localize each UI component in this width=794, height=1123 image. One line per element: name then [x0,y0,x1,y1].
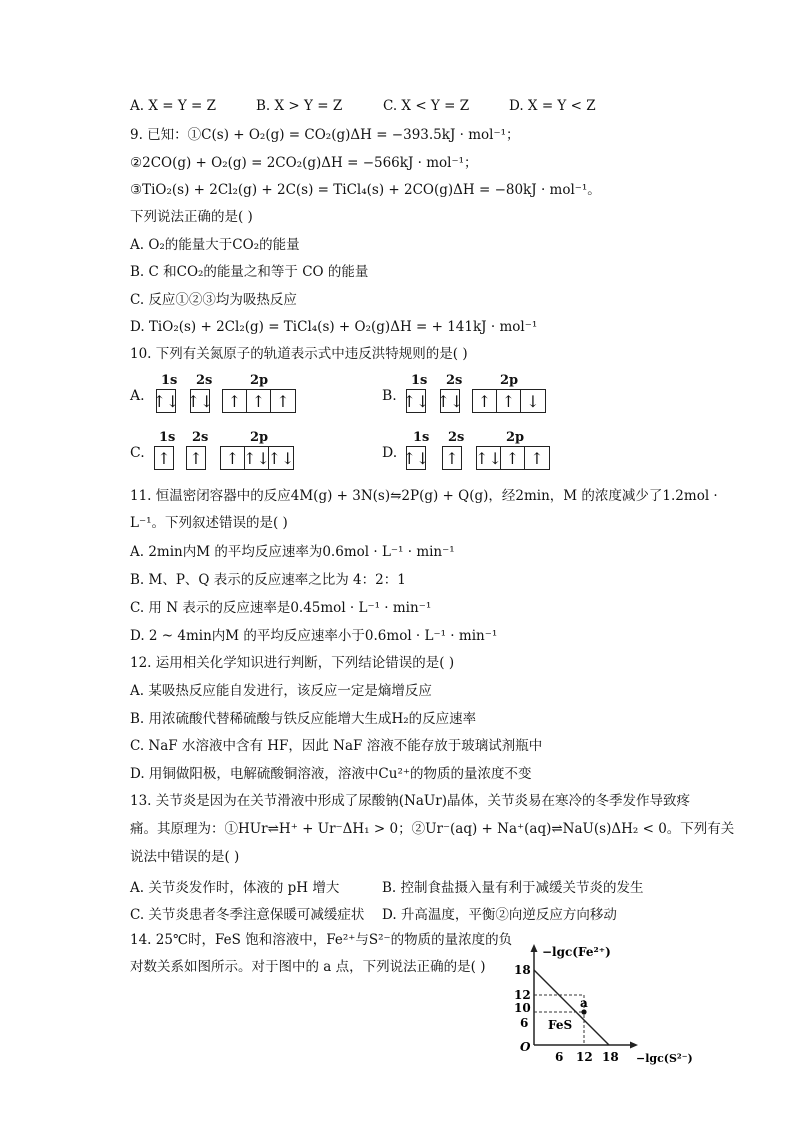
orbital-2p: ↑↓ [267,448,295,468]
orbital-1s: ↑↓ [406,389,426,413]
q13-option-b: B. 控制食盐摄入量有利于减缓关节炎的发生 [382,880,644,896]
orbital-2p: ↑ [221,447,245,469]
orbital-1s: ↑ [154,446,174,470]
q10-diagram-c [152,430,302,478]
q12-option-c: C. NaF 水溶液中含有 HF，因此 NaF 溶液不能存放于玻璃试剂瓶中 [130,738,543,754]
orbital-2p: ↑ [247,390,271,412]
orbital-1s: ↑↓ [156,389,176,413]
orbital-2p-group [472,389,546,413]
label-2p: 2p [506,430,525,445]
label-2s: 2s [196,373,213,388]
q13-option-a: A. 关节炎发作时，体液的 pH 增大 [130,880,340,896]
q13-option-d: D. 升高温度，平衡②向逆反应方向移动 [382,907,617,923]
q10-letter-a: A. [130,388,145,404]
q9-question: 下列说法正确的是( ) [130,209,253,225]
label-2s: 2s [192,430,209,445]
y-tick-12: 12 [514,988,531,1002]
point-a [581,1009,586,1014]
q9-option-b: B. C 和CO₂的能量之和等于 CO 的能量 [130,264,369,280]
q10-diagram-a [154,373,304,421]
y-tick-10: 10 [514,1001,531,1015]
orbital-2s: ↑↓ [190,389,210,413]
q10-stem: 10. 下列有关氮原子的轨道表示式中违反洪特规则的是( ) [130,346,468,362]
q14-stem-2: 对数关系如图所示。对于图中的 a 点，下列说法正确的是( ) [130,959,486,975]
label-1s: 1s [411,373,428,388]
y-tick-6: 6 [520,1016,529,1030]
label-1s: 1s [159,430,176,445]
orbital-2p: ↑↓ [243,448,270,468]
q11-stem-1: 11. 恒温密闭容器中的反应4M(g) + 3N(s)⇋2P(g) + Q(g)，经2min，M 的浓度减少了1.2mol · [130,488,718,504]
q13-stem-1: 13. 关节炎是因为在关节滑液中形成了尿酸钠(NaUr)晶体，关节炎易在寒冷的冬季发作导致疼 [130,793,690,809]
label-2p: 2p [500,373,519,388]
orbital-2s: ↑ [442,446,462,470]
orbital-2p: ↑ [530,448,544,468]
q11-option-d: D. 2 ~ 4min内M 的平均反应速率小于0.6mol · L⁻¹ · min⁻¹ [130,628,498,644]
q14-stem-1: 14. 25℃时，FeS 饱和溶液中，Fe²⁺与S²⁻的物质的量浓度的负 [130,932,513,948]
orbital-2p-group [222,389,296,413]
label-2p: 2p [250,373,269,388]
q9-reaction-2: ②2CO(g) + O₂(g) = 2CO₂(g)ΔH = −566kJ · mol⁻¹； [130,155,478,171]
q8-option-b: B. X > Y = Z [256,98,343,114]
orbital-2p: ↑ [497,390,521,412]
orbital-2p-group [220,446,294,470]
q9-stem: 9. 已知：①C(s) + O₂(g) = CO₂(g)ΔH = −393.5kJ · mol⁻¹； [130,127,520,143]
label-2s: 2s [446,373,463,388]
orbital-2s: ↑ [186,446,206,470]
q11-option-a: A. 2min内M 的平均反应速率为0.6mol · L⁻¹ · min⁻¹ [130,544,455,560]
orbital-2p: ↑ [501,447,525,469]
q8-option-a: A. X = Y = Z [130,98,217,114]
fes-solubility-graph [496,938,696,1073]
y-axis-label: −lgc(Fe²⁺) [542,945,611,959]
orbital-1s: ↑↓ [406,446,426,470]
q12-option-a: A. 某吸热反应能自发进行，该反应一定是熵增反应 [130,683,432,699]
x-axis-arrow [630,1042,638,1049]
q10-letter-b: B. [382,388,397,404]
q8-option-c: C. X < Y = Z [383,98,470,114]
q10-diagram-d [404,430,564,478]
y-tick-18: 18 [514,963,531,977]
q12-option-d: D. 用铜做阳极，电解硫酸铜溶液，溶液中Cu²⁺的物质的量浓度不变 [130,766,532,782]
q9-option-a: A. O₂的能量大于CO₂的能量 [130,237,300,253]
label-2s: 2s [448,430,465,445]
label-1s: 1s [413,430,430,445]
x-axis-label: −lgc(S²⁻) [636,1052,693,1065]
orbital-2p-group [476,446,550,470]
q11-option-c: C. 用 N 表示的反应速率是0.45mol · L⁻¹ · min⁻¹ [130,600,432,616]
point-a-label: a [580,996,588,1010]
orbital-2p: ↑ [473,390,497,412]
q11-option-b: B. M、P、Q 表示的反应速率之比为 4：2：1 [130,572,406,588]
q10-diagram-b [404,373,554,421]
q13-stem-3: 说法中错误的是( ) [130,849,240,865]
orbital-2p: ↑ [276,391,290,411]
orbital-2p: ↓ [526,391,540,411]
orbital-2s: ↑↓ [440,389,460,413]
q9-option-c: C. 反应①②③均为吸热反应 [130,292,297,308]
q9-reaction-3: ③TiO₂(s) + 2Cl₂(g) + 2C(s) = TiCl₄(s) + 2CO(g)ΔH = −80kJ · mol⁻¹。 [130,182,601,198]
fes-label: FeS [548,1018,573,1032]
q13-stem-2: 痛。其原理为：①HUr⇌H⁺ + Ur⁻ΔH₁ > 0；②Ur⁻(aq) + Na⁺(aq)⇌NaU(s)ΔH₂ < 0。下列有关 [130,821,735,837]
label-1s: 1s [161,373,178,388]
q11-stem-2: L⁻¹。下列叙述错误的是( ) [130,515,288,531]
orbital-2p: ↑↓ [475,448,502,468]
q9-option-d: D. TiO₂(s) + 2Cl₂(g) = TiCl₄(s) + O₂(g)ΔH = + 141kJ · mol⁻¹ [130,319,538,335]
q12-stem: 12. 运用相关化学知识进行判断，下列结论错误的是( ) [130,655,455,671]
x-tick-18: 18 [602,1050,619,1064]
orbital-2p: ↑ [223,390,247,412]
q13-option-c: C. 关节炎患者冬季注意保暖可减缓症状 [130,907,365,923]
q8-option-d: D. X = Y < Z [509,98,596,114]
q10-letter-c: C. [130,445,145,461]
fes-line [534,970,609,1045]
x-tick-12: 12 [576,1050,593,1064]
q10-letter-d: D. [382,445,398,461]
y-axis-arrow [531,944,538,952]
label-2p: 2p [250,430,269,445]
q12-option-b: B. 用浓硫酸代替稀硫酸与铁反应能增大生成H₂的反应速率 [130,711,477,727]
origin-label: O [520,1040,531,1054]
x-tick-6: 6 [555,1050,564,1064]
